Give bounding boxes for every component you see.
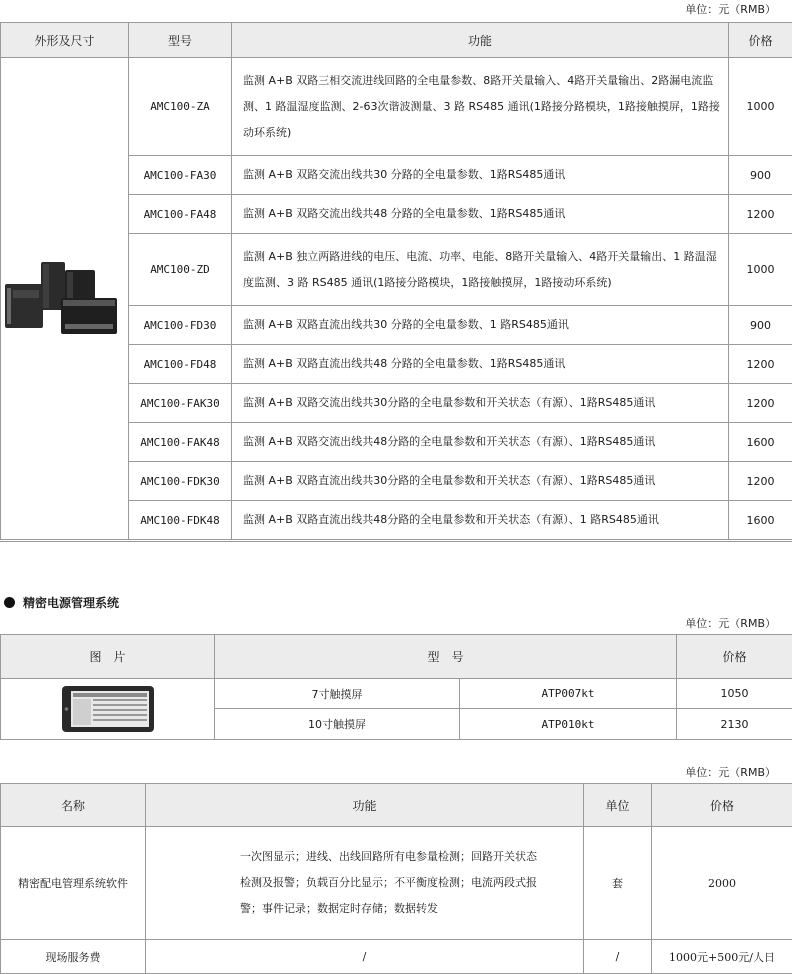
header-image: 图 片 xyxy=(1,635,215,679)
function-cell: 监测 A+B 双路直流出线共30 分路的全电量参数、1 路RS485通讯 xyxy=(232,306,729,345)
header-price: 价格 xyxy=(729,23,792,58)
price-cell: 1200 xyxy=(729,345,792,384)
price-cell: 1200 xyxy=(729,462,792,501)
unit-label: 单位：元（RMB） xyxy=(685,617,776,630)
touchscreen-image-cell xyxy=(1,679,215,740)
price-cell: 900 xyxy=(729,306,792,345)
section-title xyxy=(4,594,119,611)
model-cell: AMC100-ZD xyxy=(129,234,232,306)
table-row xyxy=(1,940,792,974)
function-cell: 监测 A+B 双路交流出线共30 分路的全电量参数、1路RS485通讯 xyxy=(232,156,729,195)
unit-label: 单位：元（RMB） xyxy=(685,766,776,779)
section-title-text: 精密电源管理系统 xyxy=(23,596,120,610)
function-cell: 监测 A+B 双路交流出线共48分路的全电量参数和开关状态（有源）、1路RS485通讯 xyxy=(232,423,729,462)
model-cell: AMC100-FAK30 xyxy=(129,384,232,423)
price-cell: 1000 xyxy=(729,234,792,306)
header-unit: 单位 xyxy=(584,784,652,827)
function-cell: / xyxy=(146,940,584,974)
unit-cell: 套 xyxy=(584,827,652,940)
price-cell: 1000元+500元/人日 xyxy=(652,940,792,974)
function-cell: 监测 A+B 双路直流出线共48 分路的全电量参数、1路RS485通讯 xyxy=(232,345,729,384)
header-name: 名称 xyxy=(1,784,146,827)
model-cell: AMC100-FD30 xyxy=(129,306,232,345)
bullet-icon xyxy=(4,597,15,608)
price-cell: 1000 xyxy=(729,58,792,156)
price-cell: 900 xyxy=(729,156,792,195)
price-cell: 1200 xyxy=(729,384,792,423)
function-cell: 监测 A+B 双路交流出线共48 分路的全电量参数、1路RS485通讯 xyxy=(232,195,729,234)
model-cell: AMC100-FD48 xyxy=(129,345,232,384)
touchscreen-table xyxy=(0,634,792,740)
header-model: 型 号 xyxy=(215,635,677,679)
price-cell: 1050 xyxy=(677,679,792,709)
table-row xyxy=(1,827,792,940)
model-cell: AMC100-FDK48 xyxy=(129,501,232,540)
price-cell: 2130 xyxy=(677,709,792,740)
header-function: 功能 xyxy=(232,23,729,58)
model-cell: AMC100-FAK48 xyxy=(129,423,232,462)
unit-cell: / xyxy=(584,940,652,974)
function-cell: 监测 A+B 双路交流出线共30分路的全电量参数和开关状态（有源）、1路RS485通讯 xyxy=(232,384,729,423)
header-shape: 外形及尺寸 xyxy=(1,23,129,58)
header-function: 功能 xyxy=(146,784,584,827)
product-image-cell xyxy=(1,58,129,540)
header-model: 型号 xyxy=(129,23,232,58)
table-row xyxy=(1,58,792,156)
model-cell: AMC100-ZA xyxy=(129,58,232,156)
unit-label: 单位：元（RMB） xyxy=(685,3,776,16)
price-cell: 1600 xyxy=(729,501,792,540)
table-header-row xyxy=(1,784,792,827)
model-cell: AMC100-FA48 xyxy=(129,195,232,234)
section-divider xyxy=(0,541,792,542)
name-cell: 精密配电管理系统软件 xyxy=(1,827,146,940)
touchscreen-icon xyxy=(61,685,155,733)
function-cell: 监测 A+B 双路直流出线共30分路的全电量参数和开关状态（有源）、1路RS485通讯 xyxy=(232,462,729,501)
price-cell: 2000 xyxy=(652,827,792,940)
model-cell: AMC100-FA30 xyxy=(129,156,232,195)
table-header-row xyxy=(1,635,792,679)
model-cell: ATP007kt xyxy=(460,679,677,709)
touchscreen-name-cell: 10寸触摸屏 xyxy=(215,709,460,740)
price-cell: 1600 xyxy=(729,423,792,462)
function-cell: 监测 A+B 双路直流出线共48分路的全电量参数和开关状态（有源）、1 路RS485通讯 xyxy=(232,501,729,540)
device-modules-icon xyxy=(1,254,121,344)
table-header-row xyxy=(1,23,792,58)
function-cell: 监测 A+B 独立两路进线的电压、电流、功率、电能、8路开关量输入、4路开关量输出、1 路温湿度监测、3 路 RS485 通讯(1路接分路模块，1路接触摸屏，1路接动环系统) xyxy=(232,234,729,306)
function-cell: 一次图显示；进线、出线回路所有电参量检测；回路开关状态检测及报警；负载百分比显示；不平衡度检测；电流两段式报警；事件记录；数据定时存储；数据转发 xyxy=(146,827,584,940)
price-cell: 1200 xyxy=(729,195,792,234)
model-cell: ATP010kt xyxy=(460,709,677,740)
software-table xyxy=(0,783,792,974)
header-price: 价格 xyxy=(677,635,792,679)
function-cell: 监测 A+B 双路三相交流进线回路的全电量参数、8路开关量输入、4路开关量输出、2路漏电流监测、1 路温湿度监测、2-63次谐波测量、3 路 RS485 通讯(1路接分路模块，1路接触摸屏，1路接动环系统) xyxy=(232,58,729,156)
table-row xyxy=(1,679,792,709)
touchscreen-name-cell: 7寸触摸屏 xyxy=(215,679,460,709)
header-price: 价格 xyxy=(652,784,792,827)
name-cell: 现场服务费 xyxy=(1,940,146,974)
model-cell: AMC100-FDK30 xyxy=(129,462,232,501)
product-table xyxy=(0,22,792,540)
